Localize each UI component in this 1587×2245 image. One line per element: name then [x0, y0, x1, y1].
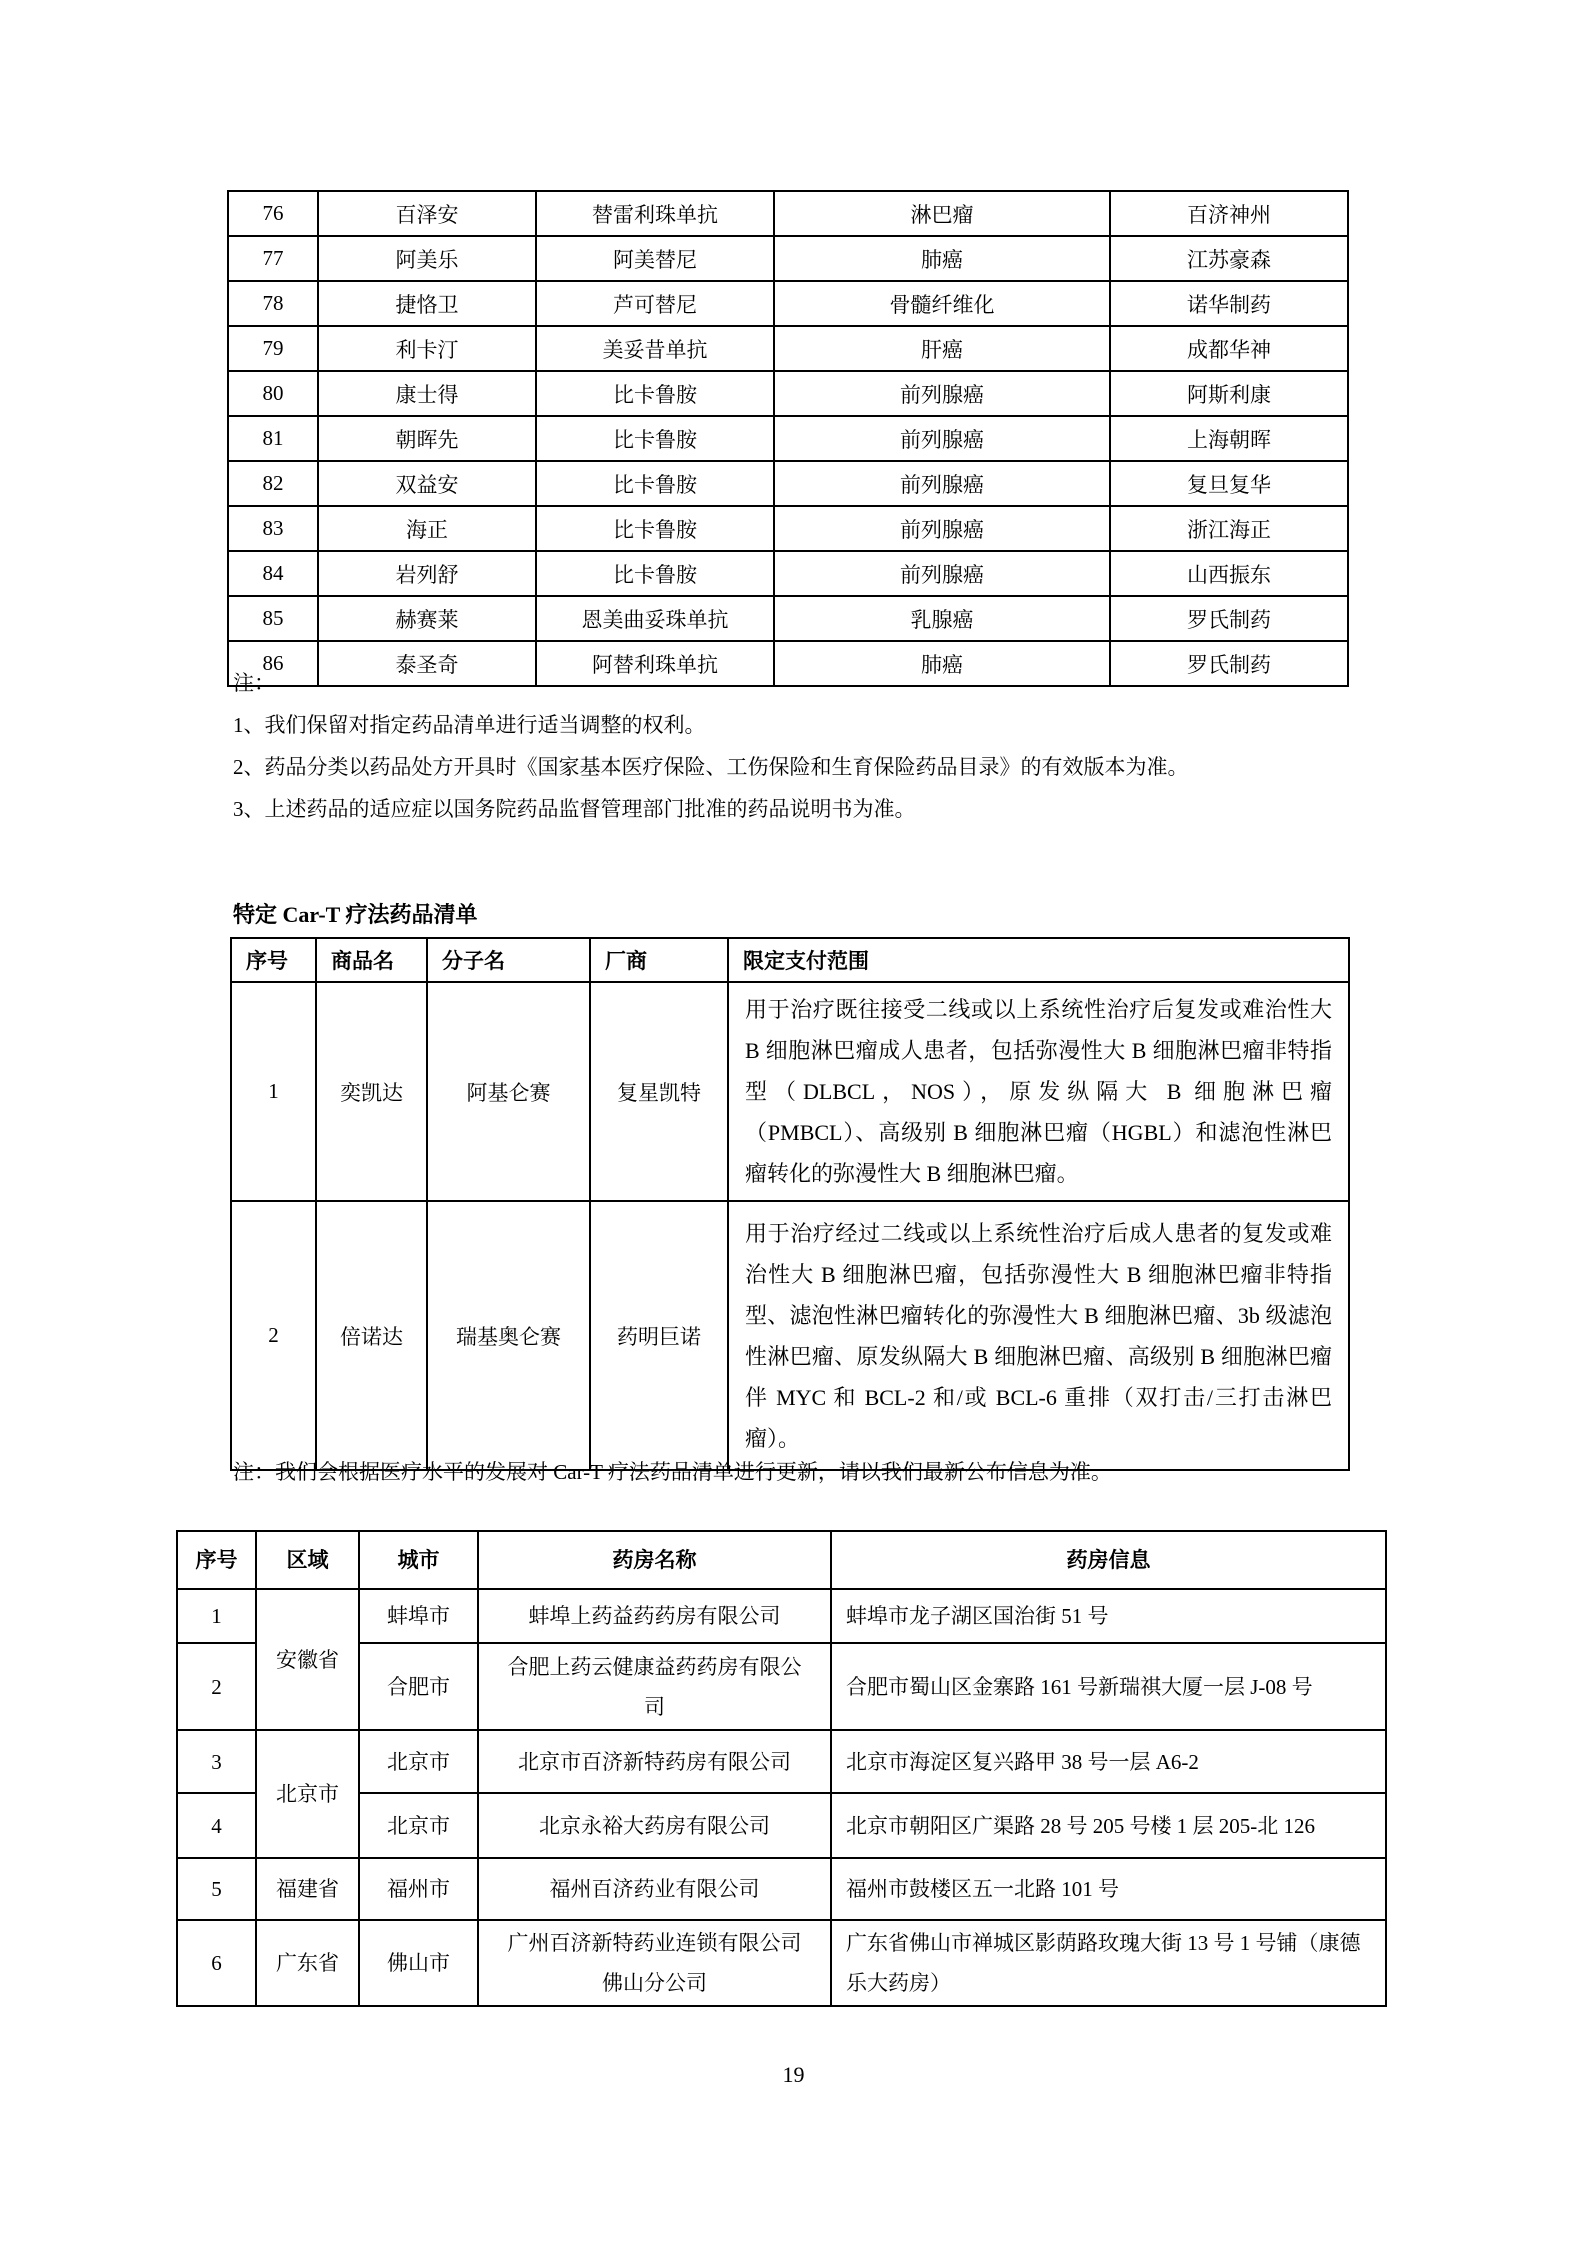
pharmacy-name-cell: 福州百济药业有限公司 — [478, 1858, 831, 1920]
pharmacy-info-cell: 广东省佛山市禅城区影荫路玫瑰大街 13 号 1 号铺（康德乐大药房） — [831, 1920, 1386, 2006]
table-row — [228, 236, 1348, 281]
column-header-city: 城市 — [359, 1531, 478, 1589]
indication-cell: 肝癌 — [774, 326, 1110, 371]
indication-cell: 肺癌 — [774, 236, 1110, 281]
brand-cell: 捷恪卫 — [318, 281, 536, 326]
indication-cell: 肺癌 — [774, 641, 1110, 686]
maker-cell: 江苏豪森 — [1110, 236, 1348, 281]
table-row — [228, 326, 1348, 371]
row-number-cell: 2 — [231, 1201, 316, 1470]
row-number-cell: 81 — [228, 416, 318, 461]
row-number-cell: 82 — [228, 461, 318, 506]
pharmacy-info-cell: 福州市鼓楼区五一北路 101 号 — [831, 1858, 1386, 1920]
notes-label: 注： — [233, 671, 275, 695]
pharmacy-info-cell: 北京市海淀区复兴路甲 38 号一层 A6-2 — [831, 1730, 1386, 1793]
molecule-cell: 恩美曲妥珠单抗 — [536, 596, 774, 641]
maker-cell: 罗氏制药 — [1110, 596, 1348, 641]
note-item: 3、上述药品的适应症以国务院药品监督管理部门批准的药品说明书为准。 — [233, 797, 916, 821]
row-number-cell: 2 — [177, 1643, 256, 1730]
pharmacy-name-cell: 广州百济新特药业连锁有限公司佛山分公司 — [478, 1920, 831, 2006]
molecule-cell: 美妥昔单抗 — [536, 326, 774, 371]
row-number-cell: 84 — [228, 551, 318, 596]
table-row — [231, 1201, 1349, 1470]
row-number-cell: 1 — [177, 1589, 256, 1643]
pharmacy-name-cell: 蚌埠上药益药药房有限公司 — [478, 1589, 831, 1643]
molecule-cell: 阿美替尼 — [536, 236, 774, 281]
city-cell: 蚌埠市 — [359, 1589, 478, 1643]
row-number-cell: 77 — [228, 236, 318, 281]
pharmacy-header-row — [177, 1531, 1386, 1589]
column-header-maker: 厂商 — [590, 938, 728, 982]
indication-cell: 骨髓纤维化 — [774, 281, 1110, 326]
brand-cell: 海正 — [318, 506, 536, 551]
table-row — [228, 506, 1348, 551]
table-row — [228, 551, 1348, 596]
brand-cell: 赫赛莱 — [318, 596, 536, 641]
molecule-cell: 替雷利珠单抗 — [536, 191, 774, 236]
maker-cell: 复星凯特 — [590, 982, 728, 1201]
maker-cell: 山西振东 — [1110, 551, 1348, 596]
payment-scope-cell: 用于治疗经过二线或以上系统性治疗后成人患者的复发或难治性大 B 细胞淋巴瘤，包括弥漫性大 B 细胞淋巴瘤非特指型、滤泡性淋巴瘤转化的弥漫性大 B 细胞淋巴瘤、3b 级滤泡性淋巴瘤、原发纵隔大 B 细胞淋巴瘤、高级别 B 细胞淋巴瘤伴 MYC 和 BCL-2 和/或 BCL-6 重排（双打击/三打击淋巴瘤）。 — [728, 1201, 1349, 1470]
table-row — [228, 191, 1348, 236]
molecule-cell: 比卡鲁胺 — [536, 506, 774, 551]
maker-cell: 阿斯利康 — [1110, 371, 1348, 416]
column-header-brand: 商品名 — [316, 938, 427, 982]
note-item: 1、我们保留对指定药品清单进行适当调整的权利。 — [233, 713, 706, 737]
pharmacy-name-cell: 北京市百济新特药房有限公司 — [478, 1730, 831, 1793]
payment-scope-cell: 用于治疗既往接受二线或以上系统性治疗后复发或难治性大 B 细胞淋巴瘤成人患者，包括弥漫性大 B 细胞淋巴瘤非特指型（DLBCL，NOS），原发纵隔大 B 细胞淋巴瘤（PMBCL）、高级别 B 细胞淋巴瘤（HGBL）和滤泡性淋巴瘤转化的弥漫性大 B 细胞淋巴瘤。 — [728, 982, 1349, 1201]
table-row — [228, 416, 1348, 461]
brand-cell: 朝晖先 — [318, 416, 536, 461]
table-row — [228, 371, 1348, 416]
column-header-name: 药房名称 — [478, 1531, 831, 1589]
brand-cell: 利卡汀 — [318, 326, 536, 371]
pharmacy-info-cell: 蚌埠市龙子湖区国治街 51 号 — [831, 1589, 1386, 1643]
maker-cell: 成都华神 — [1110, 326, 1348, 371]
row-number-cell: 85 — [228, 596, 318, 641]
row-number-cell: 76 — [228, 191, 318, 236]
molecule-cell: 比卡鲁胺 — [536, 551, 774, 596]
row-number-cell: 5 — [177, 1858, 256, 1920]
column-header-region: 区域 — [256, 1531, 359, 1589]
table-row — [177, 1643, 1386, 1730]
indication-cell: 前列腺癌 — [774, 416, 1110, 461]
row-number-cell: 3 — [177, 1730, 256, 1793]
column-header-info: 药房信息 — [831, 1531, 1386, 1589]
molecule-cell: 瑞基奥仑赛 — [427, 1201, 590, 1470]
drug-list-table — [227, 190, 1349, 687]
row-number-cell: 78 — [228, 281, 318, 326]
molecule-cell: 阿替利珠单抗 — [536, 641, 774, 686]
pharmacy-table — [176, 1530, 1387, 2007]
brand-cell: 泰圣奇 — [318, 641, 536, 686]
pharmacy-info-cell: 合肥市蜀山区金寨路 161 号新瑞祺大厦一层 J-08 号 — [831, 1643, 1386, 1730]
brand-cell: 奕凯达 — [316, 982, 427, 1201]
column-header-scope: 限定支付范围 — [728, 938, 1349, 982]
row-number-cell: 86 — [228, 641, 318, 686]
column-header-no: 序号 — [231, 938, 316, 982]
indication-cell: 前列腺癌 — [774, 371, 1110, 416]
row-number-cell: 4 — [177, 1793, 256, 1858]
table-row — [228, 281, 1348, 326]
row-number-cell: 80 — [228, 371, 318, 416]
city-cell: 合肥市 — [359, 1643, 478, 1730]
table-row — [177, 1858, 1386, 1920]
molecule-cell: 芦可替尼 — [536, 281, 774, 326]
city-cell: 福州市 — [359, 1858, 478, 1920]
page-number: 19 — [782, 2062, 805, 2087]
region-cell: 北京市 — [256, 1730, 359, 1858]
region-cell: 广东省 — [256, 1920, 359, 2006]
cart-drug-table — [230, 937, 1350, 1471]
row-number-cell: 83 — [228, 506, 318, 551]
pharmacy-name-cell: 北京永裕大药房有限公司 — [478, 1793, 831, 1858]
pharmacy-info-cell: 北京市朝阳区广渠路 28 号 205 号楼 1 层 205-北 126 — [831, 1793, 1386, 1858]
maker-cell: 诺华制药 — [1110, 281, 1348, 326]
city-cell: 佛山市 — [359, 1920, 478, 2006]
molecule-cell: 阿基仑赛 — [427, 982, 590, 1201]
cart-section-title: 特定 Car-T 疗法药品清单 — [233, 902, 478, 927]
region-cell: 福建省 — [256, 1858, 359, 1920]
pharmacy-name-cell: 合肥上药云健康益药药房有限公司 — [478, 1643, 831, 1730]
row-number-cell: 79 — [228, 326, 318, 371]
table-row — [228, 461, 1348, 506]
molecule-cell: 比卡鲁胺 — [536, 371, 774, 416]
maker-cell: 百济神州 — [1110, 191, 1348, 236]
drug-table-notes — [233, 662, 1189, 830]
brand-cell: 阿美乐 — [318, 236, 536, 281]
table-row — [228, 596, 1348, 641]
brand-cell: 双益安 — [318, 461, 536, 506]
city-cell: 北京市 — [359, 1793, 478, 1858]
cart-table-header-row — [231, 938, 1349, 982]
brand-cell: 康士得 — [318, 371, 536, 416]
city-cell: 北京市 — [359, 1730, 478, 1793]
indication-cell: 前列腺癌 — [774, 461, 1110, 506]
table-row — [177, 1920, 1386, 2006]
cart-note: 注：我们会根据医疗水平的发展对 Car-T 疗法药品清单进行更新，请以我们最新公布信息为准。 — [233, 1460, 1112, 1484]
molecule-cell: 比卡鲁胺 — [536, 416, 774, 461]
maker-cell: 药明巨诺 — [590, 1201, 728, 1470]
maker-cell: 罗氏制药 — [1110, 641, 1348, 686]
molecule-cell: 比卡鲁胺 — [536, 461, 774, 506]
note-item: 2、药品分类以药品处方开具时《国家基本医疗保险、工伤保险和生育保险药品目录》的有效版本为准。 — [233, 755, 1189, 779]
indication-cell: 前列腺癌 — [774, 551, 1110, 596]
maker-cell: 浙江海正 — [1110, 506, 1348, 551]
table-row — [177, 1589, 1386, 1643]
maker-cell: 复旦复华 — [1110, 461, 1348, 506]
table-row — [177, 1730, 1386, 1793]
table-row — [177, 1793, 1386, 1858]
indication-cell: 前列腺癌 — [774, 506, 1110, 551]
row-number-cell: 1 — [231, 982, 316, 1201]
brand-cell: 百泽安 — [318, 191, 536, 236]
indication-cell: 乳腺癌 — [774, 596, 1110, 641]
region-cell: 安徽省 — [256, 1589, 359, 1730]
indication-cell: 淋巴瘤 — [774, 191, 1110, 236]
column-header-molecule: 分子名 — [427, 938, 590, 982]
brand-cell: 岩列舒 — [318, 551, 536, 596]
brand-cell: 倍诺达 — [316, 1201, 427, 1470]
maker-cell: 上海朝晖 — [1110, 416, 1348, 461]
row-number-cell: 6 — [177, 1920, 256, 2006]
table-row — [231, 982, 1349, 1201]
column-header-no: 序号 — [177, 1531, 256, 1589]
